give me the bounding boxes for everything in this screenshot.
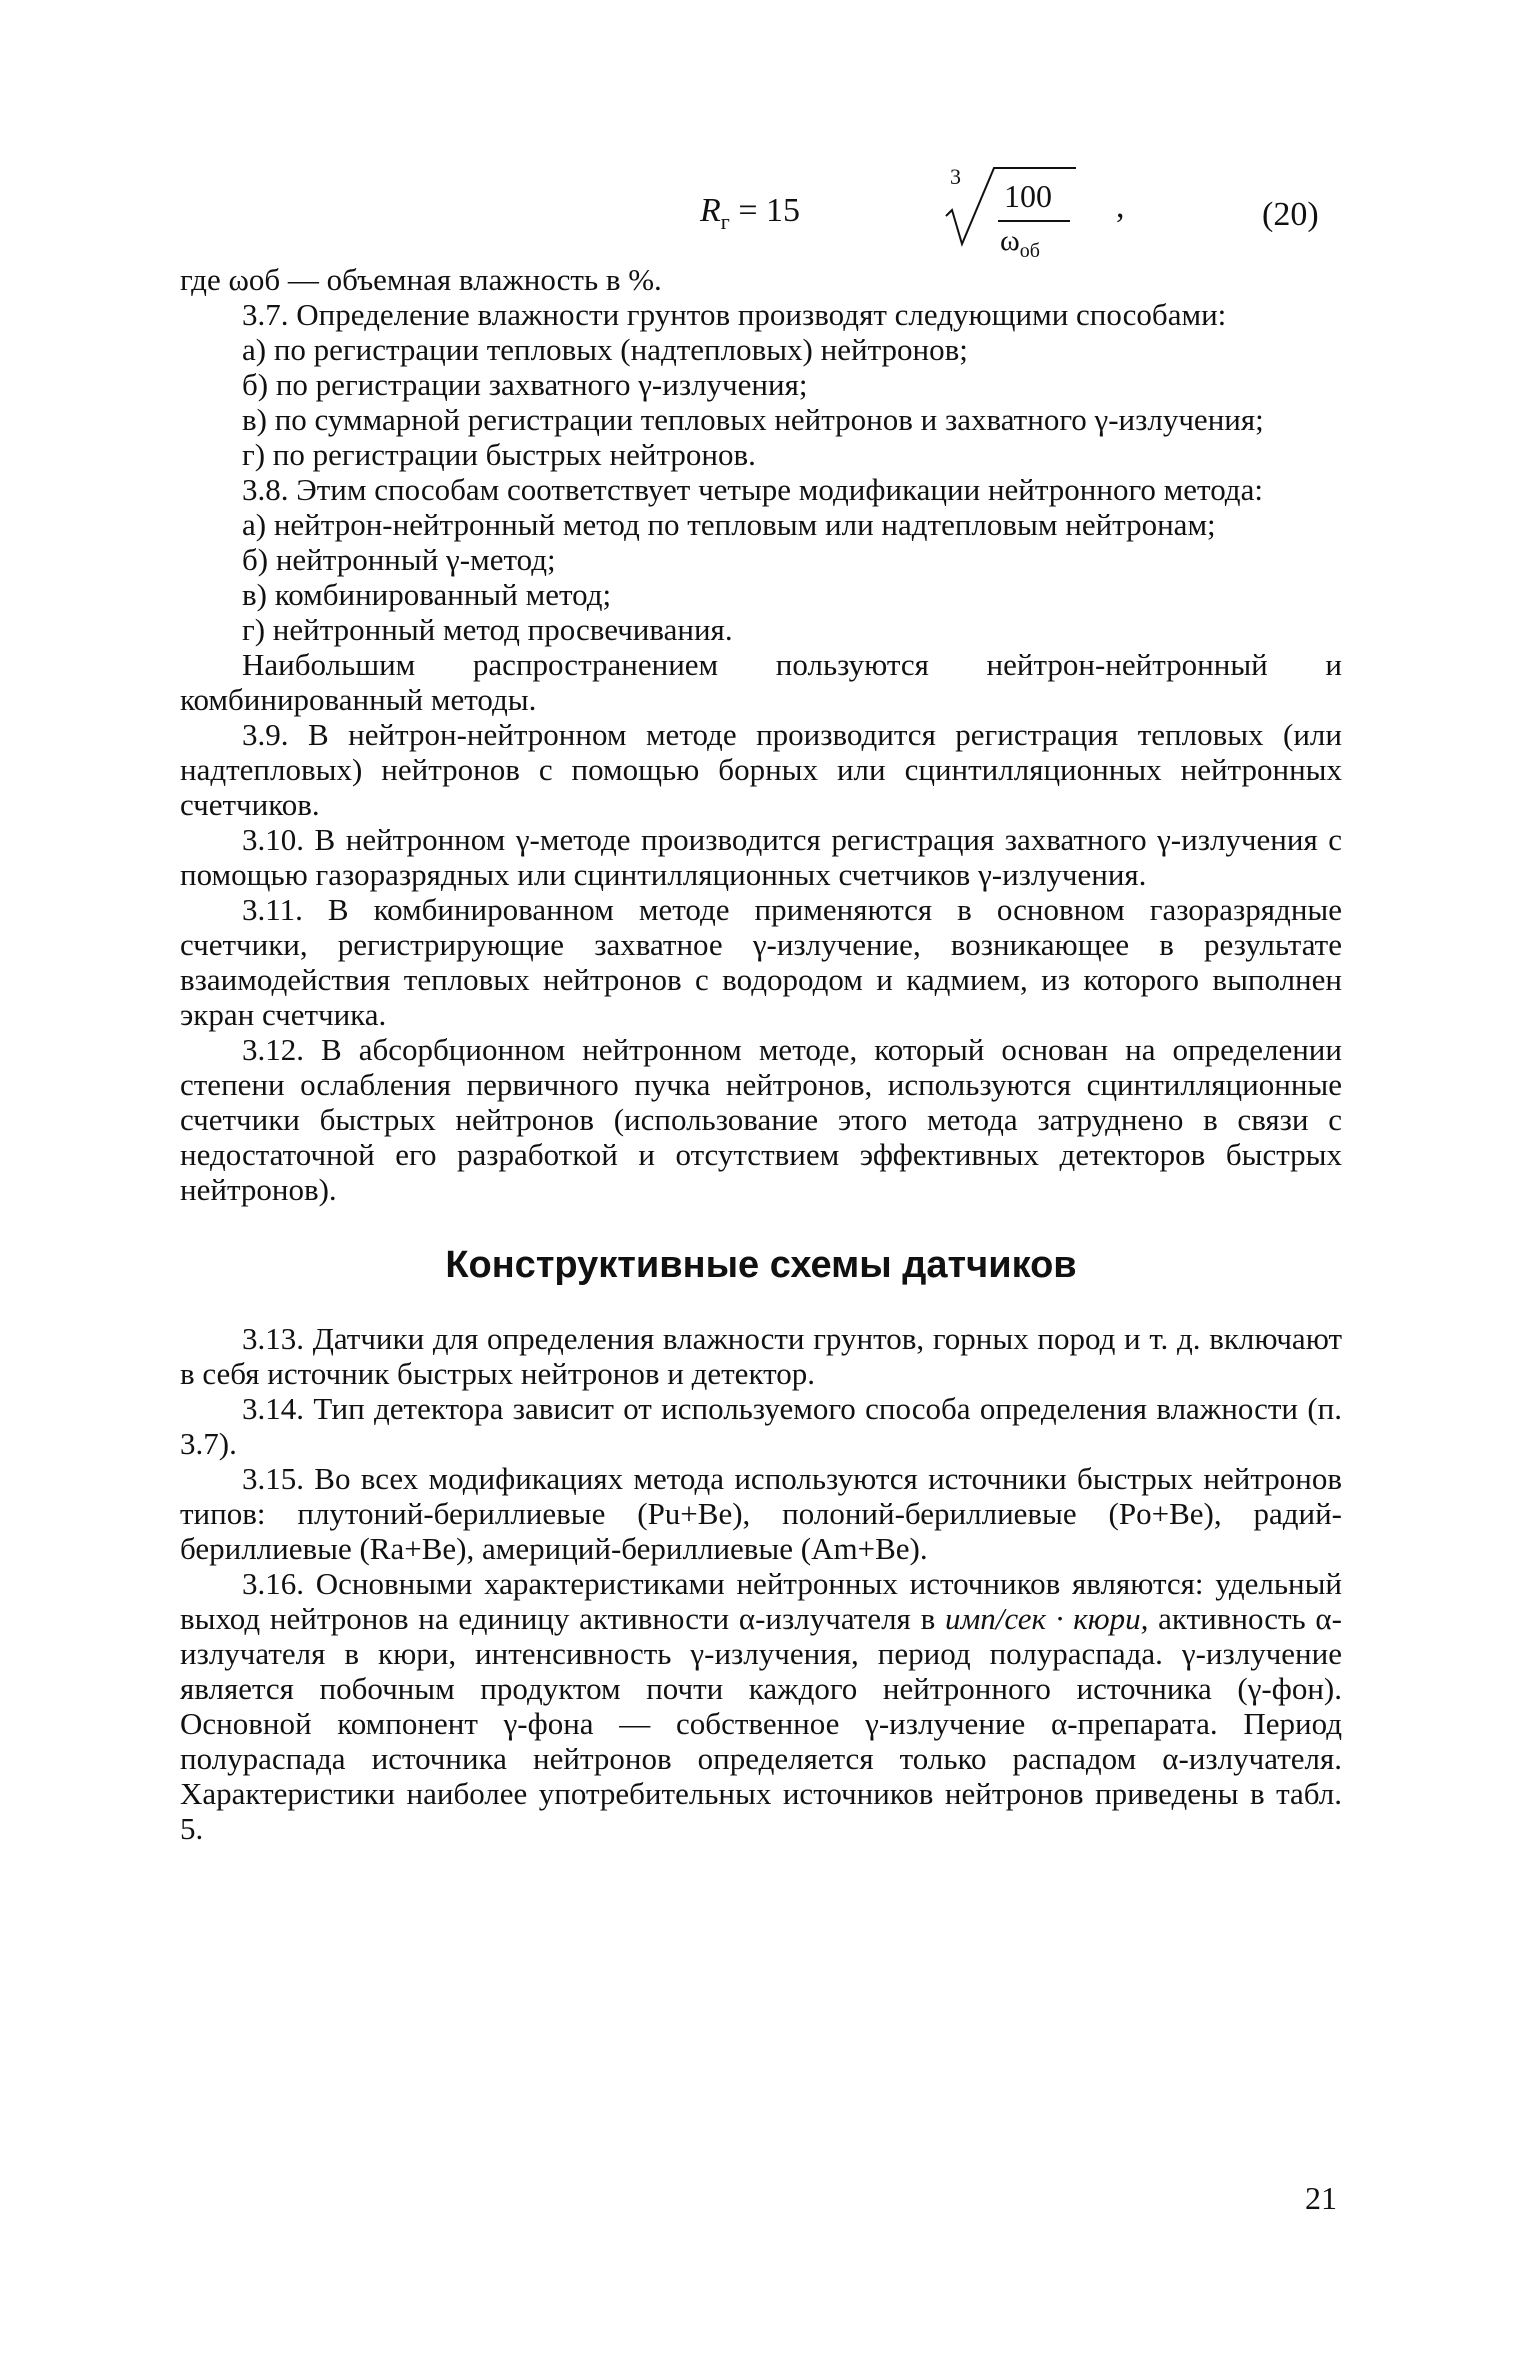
paragraph: 3.15. Во всех модификациях метода используются источники быстрых нейтронов типов: плутоний-бериллиевые (Pu+Be), полоний-бериллиевые (Po+Be), радий-бериллиевые (Ra+Be), америций-бериллиевые (Am+Be). [180, 1461, 1342, 1566]
list-item: а) нейтрон-нейтронный метод по тепловым или надтепловым нейтронам; [242, 507, 1216, 542]
equation-number: (20) [1262, 196, 1319, 233]
formula-symbol-sub: г [720, 208, 730, 234]
list-item: б) нейтронный γ-метод; [242, 542, 556, 577]
formula-20 [180, 150, 1340, 260]
list-item: г) по регистрации быстрых нейтронов. [242, 437, 756, 472]
paragraph: 3.14. Тип детектора зависит от используемого способа определения влажности (п. 3.7). [180, 1391, 1342, 1461]
list-item: в) по суммарной регистрации тепловых нейтронов и захватного γ-излучения; [242, 402, 1264, 437]
paragraph: где ωоб — объемная влажность в %. [180, 262, 662, 297]
unit-italic: имп/сек · кюри, [945, 1601, 1149, 1636]
formula-symbol: R [700, 192, 721, 229]
paragraph: 3.11. В комбинированном методе применяются в основном газоразрядные счетчики, регистрирующие захватное γ-излучение, возникающее в результате взаимодействия тепловых нейтронов с водородом и кадмием, из которого выполнен экран счетчика. [180, 892, 1342, 1032]
denominator-symbol: ω [1000, 224, 1020, 257]
formula-constant: = 15 [738, 192, 800, 229]
list-item: б) по регистрации захватного γ-излучения; [242, 367, 808, 402]
fraction-numerator: 100 [1004, 178, 1052, 214]
denominator-sub: об [1019, 240, 1040, 262]
paragraph: 3.12. В абсорбционном нейтронном методе, который основан на определении степени ослабления первичного пучка нейтронов, используются сцинтилляционные счетчики быстрых нейтронов (использование этого метода затруднено в связи с недостаточной его разработкой и отсутствием эффективных детекторов быстрых нейтронов). [180, 1032, 1342, 1207]
paragraph-text: 3.16. Основными характеристиками нейтронных источников являются: удельный выход нейтронов на единицу активности α-излучателя в [180, 1566, 1342, 1636]
root-index: 3 [950, 164, 961, 189]
fraction-denominator [1000, 224, 1040, 263]
paragraph-text: активность α-излучателя в кюри, интенсивность γ-излучения, период полураспада. γ-излучение является побочным продуктом почти каждого нейтронного источника (γ-фон). Основной компонент γ-фона — собственное γ-излучение α-препарата. Период полураспада источника нейтронов определяется только распадом α-излучателя. Характеристики наиболее употребительных источников нейтронов приведены в табл. 5. [180, 1601, 1342, 1846]
list-item: в) комбинированный метод; [242, 577, 612, 612]
body-text [180, 262, 1342, 1846]
paragraph: 3.13. Датчики для определения влажности грунтов, горных пород и т. д. включают в себя источник быстрых нейтронов и детектор. [180, 1321, 1342, 1391]
formula-comma: , [1116, 188, 1125, 225]
paragraph: 3.7. Определение влажности грунтов производят следующими способами: [242, 297, 1227, 332]
paragraph [180, 1566, 1342, 1846]
formula-lhs [700, 192, 800, 235]
section-heading: Конструктивные схемы датчиков [445, 1244, 1077, 1286]
list-item: г) нейтронный метод просвечивания. [242, 612, 733, 647]
fraction-bar [998, 220, 1070, 222]
page-number: 21 [1305, 2180, 1337, 2216]
paragraph: Наибольшим распространением пользуются нейтрон-нейтронный и комбинированный методы. [180, 647, 1342, 717]
paragraph: 3.8. Этим способам соответствует четыре модификации нейтронного метода: [242, 472, 1263, 507]
paragraph: 3.9. В нейтрон-нейтронном методе производится регистрация тепловых (или надтепловых) нейтронов с помощью борных или сцинтилляционных нейтронных счетчиков. [180, 717, 1342, 822]
list-item: а) по регистрации тепловых (надтепловых) нейтронов; [242, 332, 968, 367]
cube-root [942, 164, 1112, 262]
paragraph: 3.10. В нейтронном γ-методе производится регистрация захватного γ-излучения с помощью газоразрядных или сцинтилляционных счетчиков γ-излучения. [180, 822, 1342, 892]
